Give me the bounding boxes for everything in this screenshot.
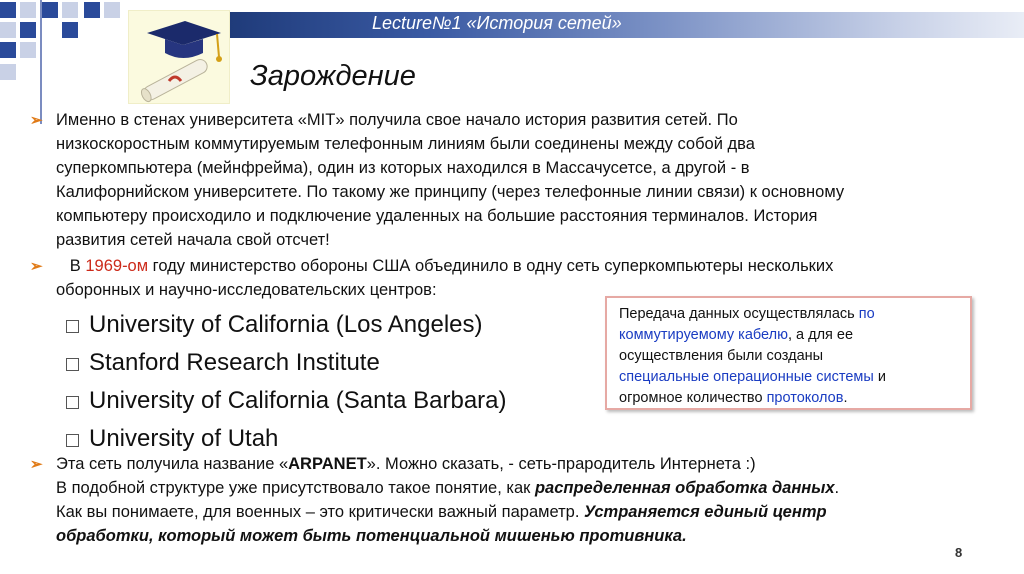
text-fragment: огромное количество [619, 390, 767, 406]
paragraph-line [56, 500, 1006, 524]
paragraph-line: низкоскоростным коммутируемым телефонным линиям были соединены между собой два [56, 135, 755, 153]
hollow-square-bullet-icon [66, 434, 79, 447]
list-item [66, 306, 507, 344]
paragraph-line: Калифорнийском университете. По такому же принципу (через телефонные линии связи) к основному [56, 183, 845, 201]
decorative-square-grid [0, 0, 130, 60]
hollow-square-bullet-icon [66, 396, 79, 409]
list-item [66, 382, 507, 420]
orange-arrow-bullet-icon: ➢ [30, 112, 43, 129]
university-label: University of California (Los Angeles) [89, 311, 483, 338]
note-line [619, 367, 960, 388]
text-fragment: В [69, 257, 86, 275]
note-line [619, 325, 960, 346]
highlight-link: специальные операционные системы [619, 369, 874, 385]
graduation-cap-diploma-icon [128, 10, 230, 104]
hollow-square-bullet-icon [66, 358, 79, 371]
text-fragment: ». Можно сказать, - сеть-прародитель Интернета :) [366, 455, 756, 473]
paragraph-line [56, 524, 1006, 548]
hollow-square-bullet-icon [66, 320, 79, 333]
university-label: University of California (Santa Barbara) [89, 387, 507, 414]
text-fragment: . [843, 390, 848, 406]
university-label: Stanford Research Institute [89, 349, 380, 376]
header-banner [230, 12, 1024, 38]
paragraph-line: компьютеру происходило и подключение удаленных на большие расстояния терминалов. История [56, 207, 818, 225]
university-label: University of Utah [89, 425, 279, 452]
university-list [66, 306, 507, 458]
paragraph-line: Именно в стенах университета «MIT» получила свое начало история развития сетей. По [56, 111, 738, 129]
note-line: осуществления были созданы [619, 348, 824, 364]
paragraph-1969 [56, 254, 1006, 302]
text-fragment: , а для ее [787, 327, 854, 343]
orange-arrow-bullet-icon: ➢ [30, 456, 43, 473]
slide-heading: Зарождение [250, 60, 416, 92]
highlight-link: коммутируемому кабелю [619, 327, 788, 343]
text-fragment: году министерство обороны США объединило в одну сеть суперкомпьютеры нескольких [148, 257, 834, 275]
paragraph-line: оборонных и научно-исследовательских центров: [56, 281, 437, 299]
text-fragment: Как вы понимаете, для военных – это критически важный параметр. [56, 503, 585, 521]
page-number: 8 [955, 545, 963, 560]
text-fragment: . [834, 479, 840, 497]
text-fragment: Эта сеть получила название « [56, 455, 289, 473]
emphasis-text: Устраняется единый центр [584, 503, 827, 521]
lecture-title: Lecture№1 «История сетей» [372, 13, 622, 33]
note-line [619, 388, 960, 409]
highlight-link: по [858, 306, 875, 322]
paragraph-line: развития сетей начала свой отсчет! [56, 231, 330, 249]
vertical-divider [40, 0, 42, 124]
emphasis-text: распределенная обработка данных [534, 479, 835, 497]
emphasis-text: обработки, который может быть потенциальной мишенью противника. [56, 527, 687, 545]
orange-arrow-bullet-icon: ➢ [30, 258, 43, 275]
paragraph-mit-history [56, 108, 1006, 252]
note-line [619, 304, 960, 325]
list-item [66, 344, 507, 382]
arpanet-term: ARPANET [288, 455, 367, 473]
note-box [605, 296, 972, 410]
paragraph-line: суперкомпьютера (мейнфрейма), один из которых находился в Массачусетсе, а другой - в [56, 159, 750, 177]
highlight-year: 1969-ом [85, 257, 149, 275]
paragraph-arpanet [56, 452, 1006, 548]
paragraph-line [56, 254, 1006, 278]
paragraph-line [56, 452, 1006, 476]
paragraph-line [56, 476, 1006, 500]
text-fragment: Передача данных осуществлялась [619, 306, 859, 322]
text-fragment: В подобной структуре уже присутствовало такое понятие, как [56, 479, 535, 497]
text-fragment: и [873, 369, 886, 385]
highlight-link: протоколов [766, 390, 844, 406]
